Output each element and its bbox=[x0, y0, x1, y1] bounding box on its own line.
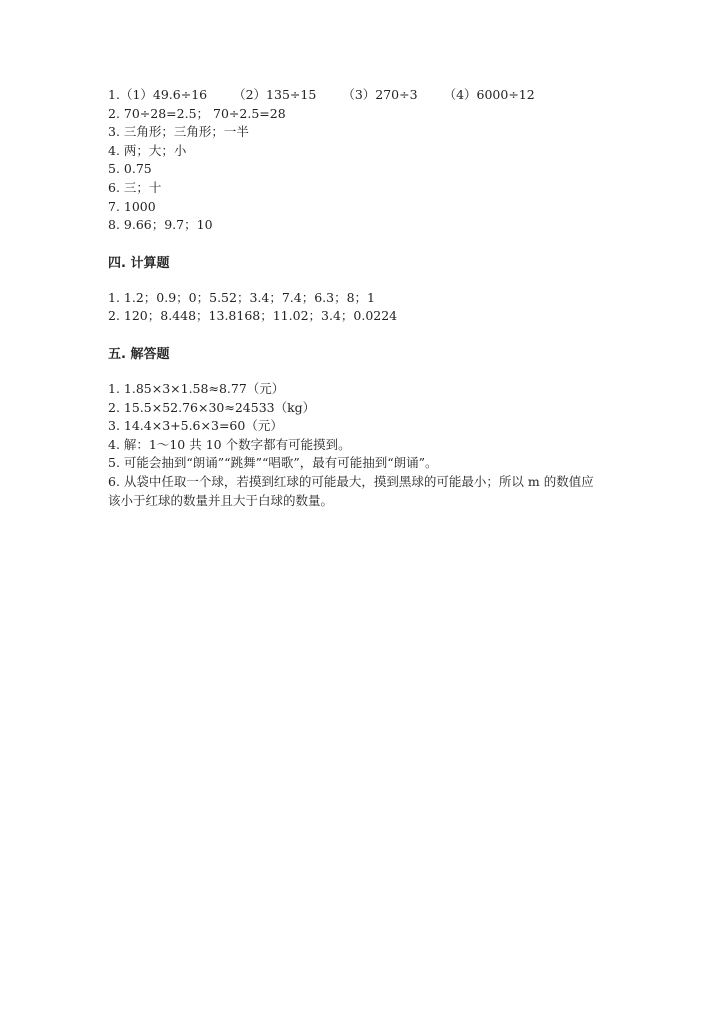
section-5-heading: 五. 解答题 bbox=[108, 346, 170, 362]
answer-5-6: 6. 从袋中任取一个球，若摸到红球的可能最大，摸到黑球的可能最小；所以 m 的数值应该小于红球的数量并且大于白球的数量。 bbox=[108, 473, 594, 508]
answer-3-5: 5. 0.75 bbox=[108, 161, 152, 177]
answer-3-4: 4. 两；大；小 bbox=[108, 142, 187, 158]
answer-3-1 bbox=[108, 86, 608, 105]
answer-4-2: 2. 120；8.448；13.8168；11.02；3.4；0.0224 bbox=[108, 308, 398, 324]
answer-4-1: 1. 1.2；0.9；0；5.52；3.4；7.4；6.3；8；1 bbox=[108, 289, 375, 305]
answer-3-8: 8. 9.66；9.7；10 bbox=[108, 217, 213, 233]
answer-3-1-part-2: （2）135÷15 bbox=[233, 87, 317, 102]
answer-5-1: 1. 1.85×3×1.58≈8.77（元） bbox=[108, 380, 285, 396]
answer-page bbox=[108, 86, 608, 510]
section-4-heading: 四. 计算题 bbox=[108, 255, 170, 271]
answer-3-7: 7. 1000 bbox=[108, 198, 156, 214]
answer-5-5: 5. 可能会抽到“朗诵”“跳舞”“唱歌”，最有可能抽到“朗诵”。 bbox=[108, 455, 438, 471]
answer-3-3: 3. 三角形；三角形；一半 bbox=[108, 124, 249, 140]
answer-3-1-part-3: （3）270÷3 bbox=[342, 87, 418, 102]
answer-5-4: 4. 解：1～10 共 10 个数字都有可能摸到。 bbox=[108, 436, 351, 452]
answer-3-6: 6. 三；十 bbox=[108, 179, 162, 195]
answer-5-3: 3. 14.4×3+5.6×3=60（元） bbox=[108, 418, 283, 434]
answer-3-2: 2. 70÷28=2.5； 70÷2.5=28 bbox=[108, 105, 286, 121]
answer-3-1-part-1: （1）49.6÷16 bbox=[119, 87, 208, 102]
answer-5-2: 2. 15.5×52.76×30≈24533（kg） bbox=[108, 399, 316, 415]
answer-3-1-part-4: （4）6000÷12 bbox=[443, 87, 535, 102]
answer-3-1-number: 1. bbox=[108, 87, 120, 102]
